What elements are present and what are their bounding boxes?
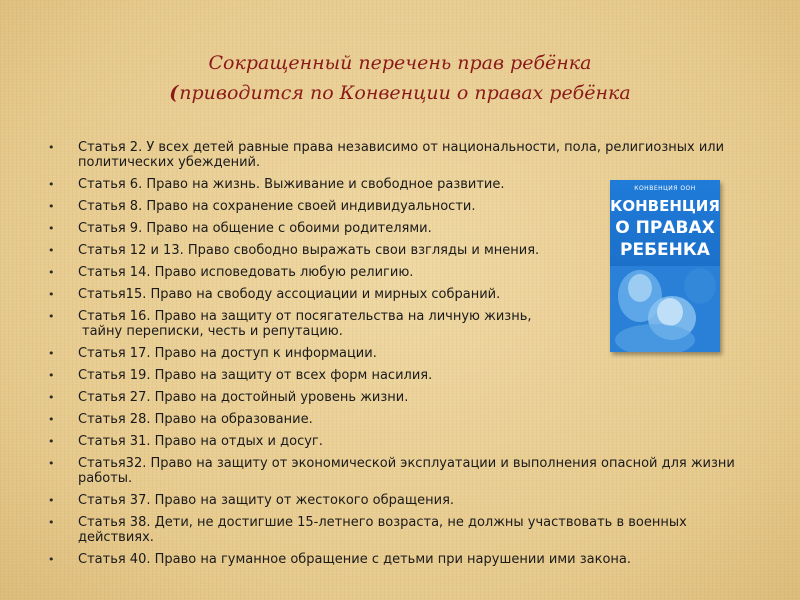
title-line-1: Сокращенный перечень прав ребёнка (208, 52, 592, 74)
right-item-text: Статья 17. Право на доступ к информации. (78, 346, 377, 361)
right-item-text: Статья15. Право на свободу ассоциации и мирных собраний. (78, 287, 501, 302)
bullet-icon: • (48, 310, 55, 323)
bullet-icon: • (48, 516, 55, 529)
right-item-text: Статья 27. Право на достойный уровень жизни. (78, 390, 409, 405)
right-item-text: Статья 16. Право на защиту от посягательства на личную жизнь, (78, 309, 532, 324)
right-item (48, 140, 748, 170)
bullet-icon: • (48, 200, 55, 213)
bullet-icon: • (48, 435, 55, 448)
title-line-2 (0, 78, 800, 108)
title-line-2-text: приводится по Конвенции о правах ребёнка (179, 82, 631, 104)
book-org-line: КОНВЕНЦИЯ ООН (634, 185, 696, 192)
book-title-line-2: О ПРАВАХ (615, 218, 715, 238)
title-brace: ( (169, 82, 179, 104)
bullet-icon: • (48, 266, 55, 279)
right-item-text: Статья 9. Право на общение с обоими родителями. (78, 221, 432, 236)
right-item-text: Статья 37. Право на защиту от жестокого обращения. (78, 493, 455, 508)
right-item (48, 368, 748, 383)
bullet-icon: • (48, 178, 55, 191)
bullet-icon: • (48, 222, 55, 235)
right-item-text: Статья32. Право на защиту от экономической эксплуатации и выполнения опасной для жизни работы. (78, 456, 735, 486)
book-title-line-3: РЕБЕНКА (620, 240, 710, 260)
bullet-icon: • (48, 457, 55, 470)
right-item-text: Статья 31. Право на отдых и досуг. (78, 434, 323, 449)
right-item-continuation: тайну переписки, честь и репутацию. (82, 324, 343, 339)
right-item-text: Статья 14. Право исповедовать любую религию. (78, 265, 414, 280)
book-title (610, 195, 720, 261)
right-item (48, 456, 748, 486)
book-title-line-1: КОНВЕНЦИЯ (610, 197, 720, 215)
bullet-icon: • (48, 141, 55, 154)
right-item (48, 552, 748, 567)
right-item-text: Статья 2. У всех детей равные права независимо от национальности, пола, религиозных или политических убеждений. (78, 140, 725, 170)
right-item-text: Статья 19. Право на защиту от всех форм насилия. (78, 368, 433, 383)
bullet-icon: • (48, 288, 55, 301)
right-item-text: Статья 40. Право на гуманное обращение с детьми при нарушении ими закона. (78, 552, 632, 567)
right-item (48, 515, 748, 545)
bullet-icon: • (48, 413, 55, 426)
bullet-icon: • (48, 553, 55, 566)
right-item-text: Статья 38. Дети, не достигшие 15-летнего возраста, не должны участвовать в военных действиях. (78, 515, 687, 545)
convention-book-image (610, 180, 720, 352)
right-item (48, 434, 748, 449)
slide-title (0, 48, 800, 108)
right-item-text: Статья 6. Право на жизнь. Выживание и свободное развитие. (78, 177, 505, 192)
right-item-text: Статья 12 и 13. Право свободно выражать свои взгляды и мнения. (78, 243, 540, 258)
right-item (48, 493, 748, 508)
right-item (48, 390, 748, 405)
bullet-icon: • (48, 391, 55, 404)
bullet-icon: • (48, 369, 55, 382)
bullet-icon: • (48, 244, 55, 257)
mother-child-photo (610, 266, 720, 352)
right-item (48, 412, 748, 427)
bullet-icon: • (48, 494, 55, 507)
right-item-text: Статья 8. Право на сохранение своей индивидуальности. (78, 199, 476, 214)
bullet-icon: • (48, 347, 55, 360)
right-item-text: Статья 28. Право на образование. (78, 412, 313, 427)
